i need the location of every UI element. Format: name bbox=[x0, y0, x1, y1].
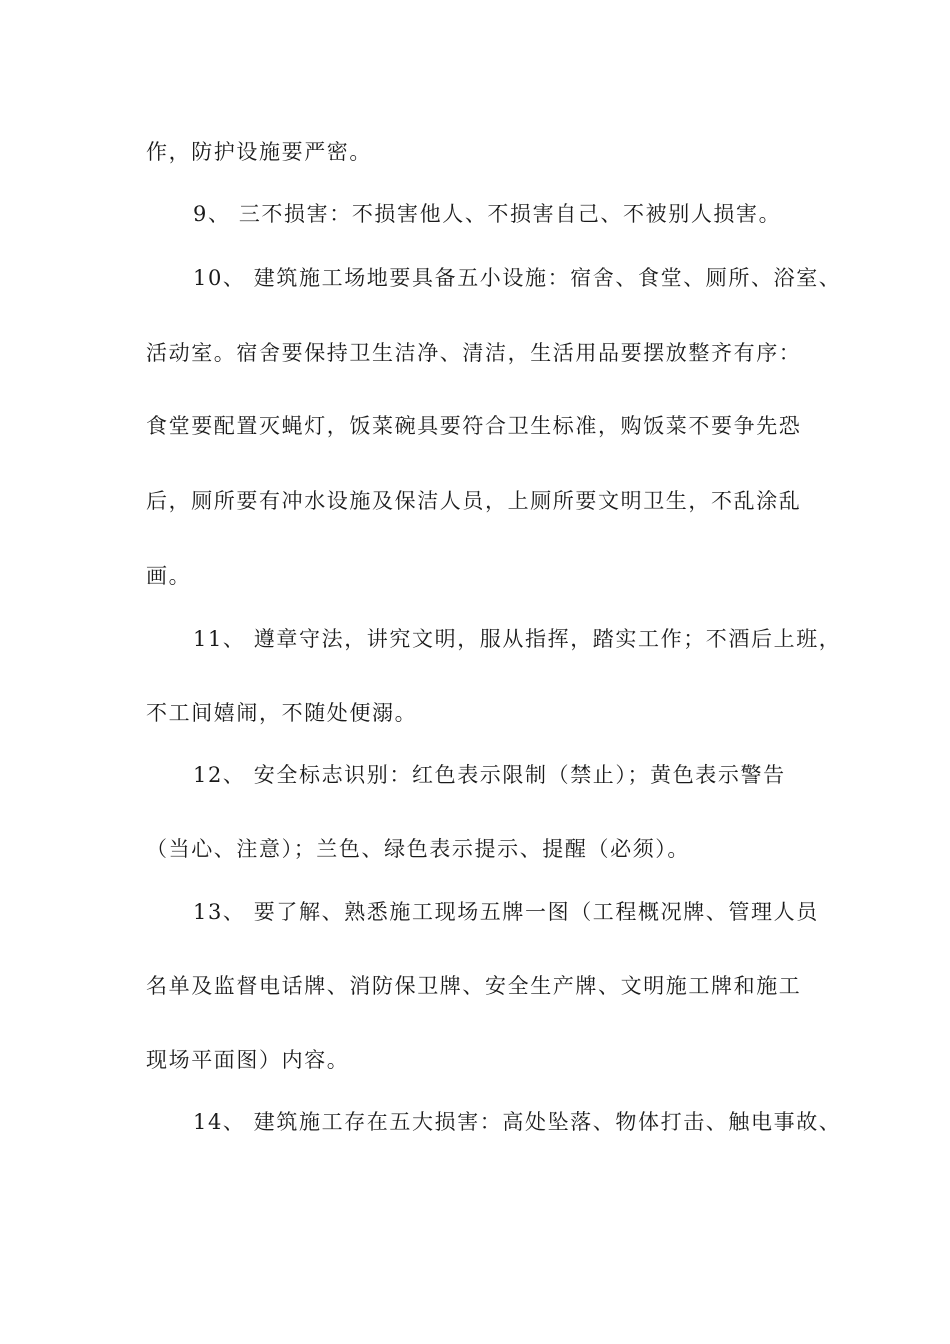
list-item-10: 10、 建筑施工场地要具备五小设施：宿舍、食堂、厕所、浴室、 bbox=[193, 266, 842, 290]
list-item-11: 11、 遵章守法，讲究文明，服从指挥，踏实工作；不酒后上班， bbox=[193, 627, 842, 651]
text-line: 画。 bbox=[146, 564, 192, 588]
list-item-9: 9、 三不损害：不损害他人、不损害自己、不被别人损害。 bbox=[193, 202, 782, 226]
text-line: （当心、注意）；兰色、绿色表示提示、提醒（必须）。 bbox=[146, 837, 690, 861]
list-item-14: 14、 建筑施工存在五大损害：高处坠落、物体打击、触电事故、 bbox=[193, 1110, 842, 1134]
text-line: 作，防护设施要严密。 bbox=[146, 140, 372, 164]
text-line: 名单及监督电话牌、消防保卫牌、安全生产牌、文明施工牌和施工 bbox=[146, 974, 802, 998]
list-item-12: 12、 安全标志识别：红色表示限制（禁止）；黄色表示警告 bbox=[193, 763, 786, 787]
list-item-13: 13、 要了解、熟悉施工现场五牌一图（工程概况牌、管理人员 bbox=[193, 900, 819, 924]
text-line: 后，厕所要有冲水设施及保洁人员，上厕所要文明卫生，不乱涂乱 bbox=[146, 489, 802, 513]
text-line: 活动室。宿舍要保持卫生洁净、清洁，生活用品要摆放整齐有序： bbox=[146, 341, 802, 365]
text-line: 食堂要配置灭蝇灯，饭菜碗具要符合卫生标准，购饭菜不要争先恐 bbox=[146, 414, 802, 438]
text-line: 不工间嬉闹，不随处便溺。 bbox=[146, 701, 418, 725]
text-line: 现场平面图）内容。 bbox=[146, 1048, 350, 1072]
